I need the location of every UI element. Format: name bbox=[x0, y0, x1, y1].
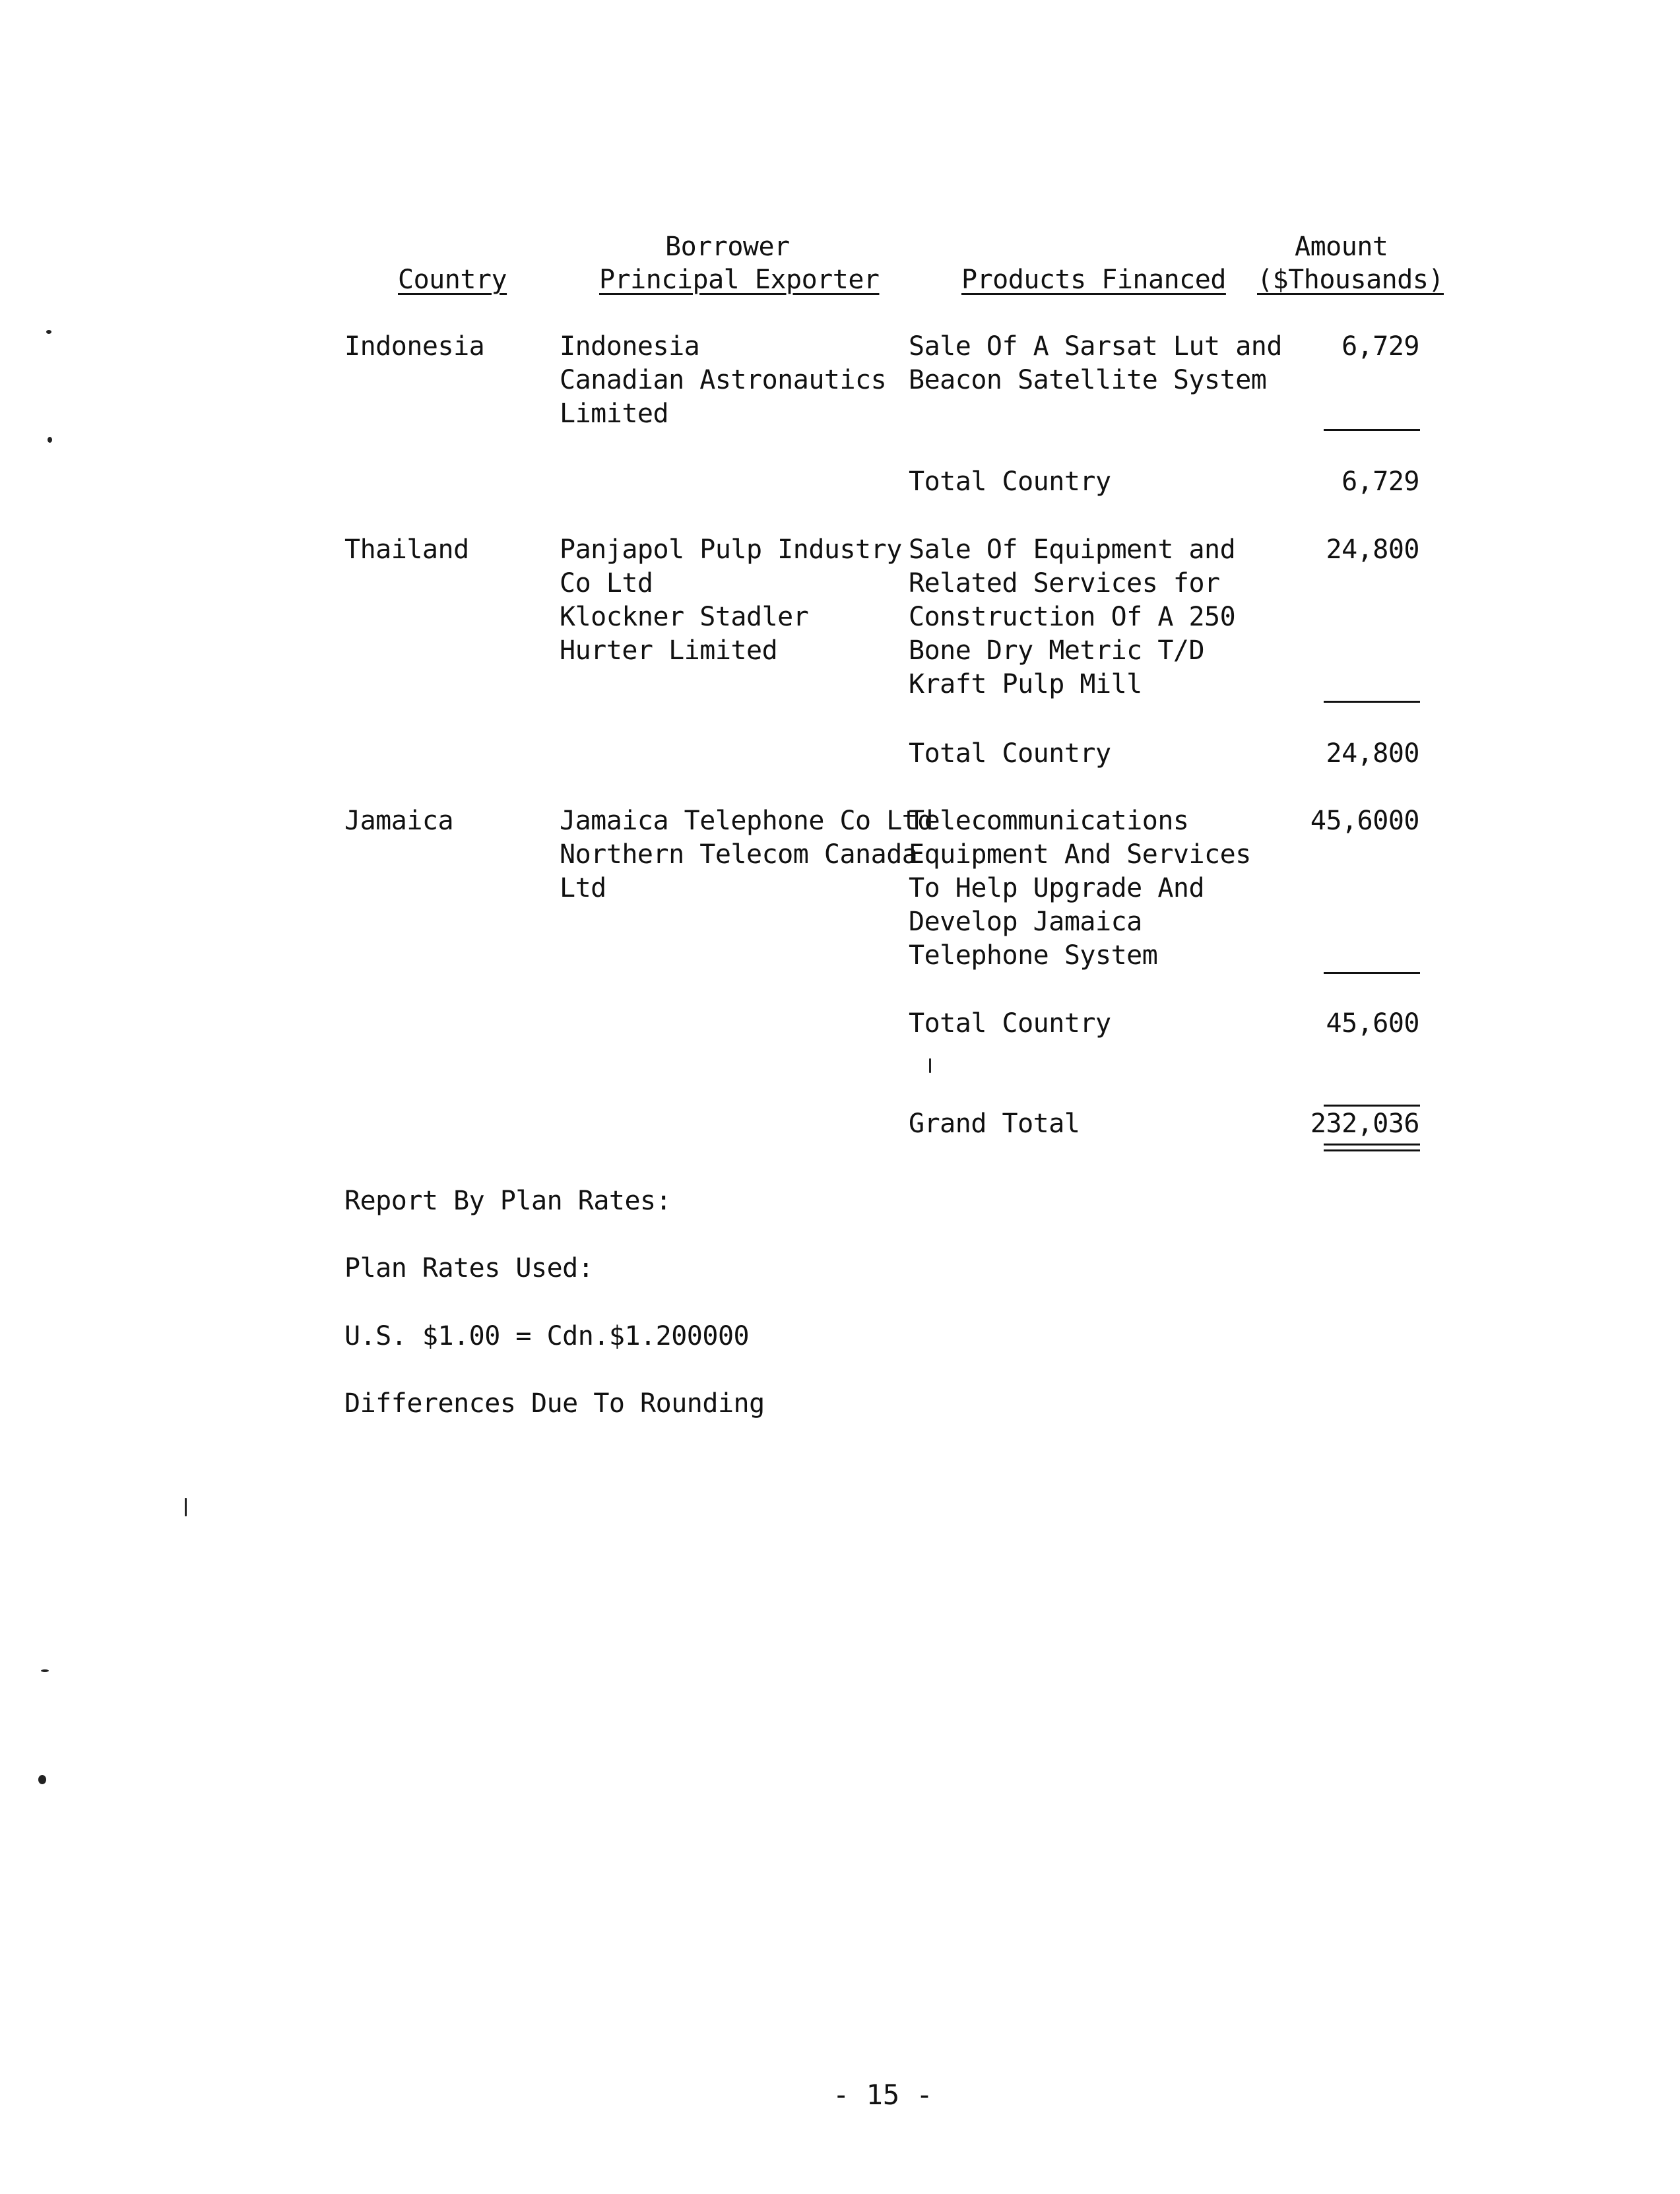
header-products: Products Financed bbox=[961, 265, 1226, 295]
page-number: - 15 - bbox=[833, 2079, 933, 2111]
subtotal-rule bbox=[1324, 972, 1420, 974]
row-products-line: Sale Of Equipment and bbox=[909, 534, 1236, 565]
scan-speck bbox=[185, 1498, 187, 1516]
total-country-label: Total Country bbox=[909, 738, 1111, 769]
header-country: Country bbox=[398, 265, 507, 295]
grand-total-label: Grand Total bbox=[909, 1109, 1080, 1139]
scan-speck bbox=[929, 1058, 931, 1073]
row-products-line: Telecommunications bbox=[909, 806, 1189, 836]
row-products-line: Related Services for bbox=[909, 568, 1220, 598]
row-borrower-line: Ltd bbox=[560, 873, 606, 903]
row-borrower-line: Klockner Stadler bbox=[560, 602, 809, 632]
total-country-amount: 6,729 bbox=[1341, 467, 1419, 497]
total-country-label: Total Country bbox=[909, 467, 1111, 497]
row-borrower-line: Co Ltd bbox=[560, 568, 653, 598]
row-borrower-line: Panjapol Pulp Industry bbox=[560, 534, 902, 565]
row-products-line: Telephone System bbox=[909, 940, 1158, 971]
row-borrower-line: Indonesia bbox=[560, 331, 700, 362]
row-products-line: Beacon Satellite System bbox=[909, 365, 1267, 395]
subtotal-rule bbox=[1324, 429, 1420, 431]
row-products-line: Sale Of A Sarsat Lut and bbox=[909, 331, 1282, 362]
note-plan-rates-used: Plan Rates Used: bbox=[344, 1253, 594, 1283]
row-country: Indonesia bbox=[344, 331, 485, 362]
header-amount-line1: Amount bbox=[1295, 232, 1388, 262]
row-amount: 24,800 bbox=[1326, 534, 1419, 565]
note-report-by-plan-rates: Report By Plan Rates: bbox=[344, 1186, 672, 1216]
row-products-line: Kraft Pulp Mill bbox=[909, 669, 1142, 699]
row-amount: 6,729 bbox=[1341, 331, 1419, 362]
note-exchange-rate: U.S. $1.00 = Cdn.$1.200000 bbox=[344, 1321, 750, 1351]
total-country-label: Total Country bbox=[909, 1008, 1111, 1039]
header-amount-line2: ($Thousands) bbox=[1257, 265, 1444, 295]
row-products-line: Equipment And Services bbox=[909, 839, 1251, 870]
total-country-amount: 24,800 bbox=[1326, 738, 1419, 769]
note-rounding: Differences Due To Rounding bbox=[344, 1388, 765, 1419]
header-borrower-line2: Principal Exporter bbox=[599, 265, 880, 295]
row-borrower-line: Canadian Astronautics bbox=[560, 365, 887, 395]
grand-total-top-rule bbox=[1324, 1105, 1420, 1107]
row-country: Thailand bbox=[344, 534, 469, 565]
row-amount: 45,6000 bbox=[1310, 806, 1419, 836]
row-products-line: Bone Dry Metric T/D bbox=[909, 635, 1205, 666]
subtotal-rule bbox=[1324, 701, 1420, 703]
row-borrower-line: Limited bbox=[560, 399, 669, 429]
grand-total-double-rule-1 bbox=[1324, 1144, 1420, 1145]
row-products-line: To Help Upgrade And bbox=[909, 873, 1205, 903]
total-country-amount: 45,600 bbox=[1326, 1008, 1419, 1039]
row-borrower-line: Hurter Limited bbox=[560, 635, 778, 666]
grand-total-amount: 232,036 bbox=[1310, 1109, 1419, 1139]
row-borrower-line: Northern Telecom Canada bbox=[560, 839, 918, 870]
row-country: Jamaica bbox=[344, 806, 454, 836]
row-products-line: Develop Jamaica bbox=[909, 907, 1142, 937]
grand-total-double-rule-2 bbox=[1324, 1149, 1420, 1151]
scan-speck bbox=[41, 1669, 49, 1672]
scan-speck bbox=[46, 330, 51, 334]
scan-speck bbox=[38, 1775, 46, 1784]
row-products-line: Construction Of A 250 bbox=[909, 602, 1236, 632]
scan-speck bbox=[48, 437, 52, 443]
header-borrower-line1: Borrower bbox=[665, 232, 790, 262]
row-borrower-line: Jamaica Telephone Co Ltd bbox=[560, 806, 933, 836]
